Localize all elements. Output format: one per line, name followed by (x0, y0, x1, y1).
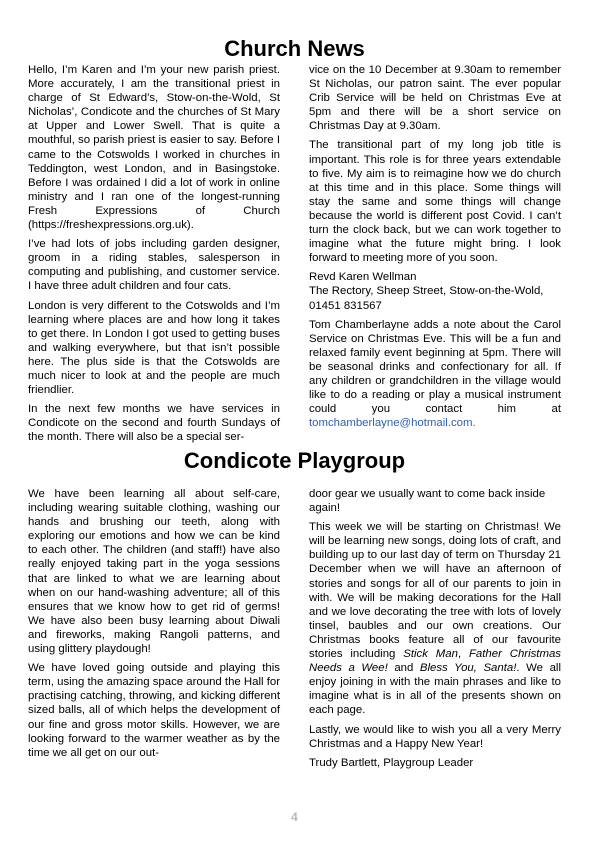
christmas-text: This week we will be starting on Christmas! We will be learning new songs, doing lots of craft, and building up to our last day of term on Thursday 21 December when we will have an afternoon of stories and songs for all of our parents to join in with. We will be making decorations for the Hall and we love decorating the tree with lots of lovely tinsel, baubles and our own creations. Our Christmas books feature all of our favourite stories including (309, 521, 561, 661)
church-news-paragraph: In the next few months we have services in Condicote on the second and fourth Sundays of the month. There will also be a special ser- (28, 403, 280, 444)
author-name: Revd Karen Wellman (309, 271, 417, 284)
playgroup-paragraph: Lastly, we would like to wish you all a very Merry Christmas and a Happy New Year! (309, 723, 561, 750)
playgroup-title: Condicote Playgroup (183, 448, 406, 473)
book-title: Stick Man (403, 648, 458, 661)
playgroup-columns (28, 487, 561, 775)
church-news-paragraph: I’ve had lots of jobs including garden designer, groom in a riding stables, salesperson in computing and publishing, and customer service. I have three adult children and four cats. (28, 238, 280, 293)
church-news-paragraph: Hello, I’m Karen and I’m your new parish priest. More accurately, I am the transitional priest in charge of St Edward’s, Stow-on-the-Wold, St Nicholas’, Condicote and the churches of St Mary at Upper and Lower Swell. That is quite a mouthful, so parish priest is easier to say. Before I came to the Cotswolds I worked in churches in Teddington, west London, and in Basingstoke. Before I was ordained I did a lot of work in online ministry and I ran one of the longest-running Fresh Expressions of Church (https://freshexpressions.org.uk). (28, 64, 280, 232)
book-title: Bless You, Santa! (419, 662, 517, 675)
playgroup-paragraph: We have loved going outside and playing this term, using the amazing space around the Hall for practising catching, throwing, and kicking different sized balls, all of which helps the development of our fine and gross motor skills. However, we are looking forward to the warmer weather as by the time we all get on our out- (28, 662, 280, 759)
church-news-paragraph: vice on the 10 December at 9.30am to remember St Nicholas, our patron saint. The ever popular Crib Service will be held on Christmas Eve at 5pm and there will be a short service on Christmas Day at 9.30am. (309, 64, 561, 133)
playgroup-left-column (28, 487, 280, 775)
church-news-left-column (28, 63, 280, 449)
email-link[interactable]: tomchamberlayne@hotmail.com. (309, 417, 476, 430)
church-news-paragraph: The transitional part of my long job title is important. This role is for three years extendable to five. My aim is to reimagine how we do church at this time and in this place. Some things will stay the same and some things will change because the world is different post Covid. I can’t turn the clock back, but we can work together to imagine what the future might bring. I look forward to meeting more of you soon. (309, 139, 561, 265)
church-news-paragraph: London is very different to the Cotswolds and I’m learning where places are and how long it takes to get there. In London I got used to getting buses and walking everywhere, but that isn’t possible here. The plus side is that the Cotswolds are much nicer to look at and the people are much friendlier. (28, 299, 280, 397)
playgroup-paragraph: door gear we usually want to come back inside again! (309, 488, 546, 515)
carol-service-note (309, 318, 561, 431)
newsletter-page (28, 0, 561, 842)
playgroup-paragraph: We have been learning all about self-care, including wearing suitable clothing, washing our hands and brushing our teeth, along with exploring our emotions and how we can be kind to each other. The children (and staff!) have also really enjoyed taking part in the yoga sessions that are linked to what we are learning about when on our hand-washing adventure; all of this ensures that we know how to get rid of germs! We have also been busy learning about Diwali and fireworks, making Rangoli patterns, and using glittery playdough! (28, 488, 280, 656)
playgroup-christmas-paragraph: This week we will be starting on Christmas! We will be learning new songs, doing lots of craft, and building up to our last day of term on Thursday 21 December when we will have an afternoon of stories and songs for all of our parents to join in with. We will be making decorations for the Hall and we love decorating the tree with lots of lovely tinsel, baubles and our own creations. Our Christmas books feature all of our favourite stories including Stick Man, Father Christmas Needs a Wee! and Bless You, Santa!. We all enjoy joining in with the main phrases and like to imagine what is in all of the presents shown on each page. (309, 521, 561, 717)
author-address: The Rectory, Sheep Street, Stow-on-the-Wold, 01451 831567 (309, 285, 544, 312)
carol-service-text: Tom Chamberlayne adds a note about the Carol Service on Christmas Eve. This will be a fun and relaxed family event beginning at 5pm. There will be seasonal drinks and confectionary for all. If any children or grandchildren in the village would like to do a reading or play a musical instrument could you contact him at (309, 318, 561, 416)
page-number: 4 (291, 810, 298, 824)
playgroup-right-column (309, 487, 561, 775)
church-news-columns (28, 63, 561, 449)
playgroup-signoff: Trudy Bartlett, Playgroup Leader (309, 756, 474, 769)
christmas-text-end: We all enjoy joining in with the main phrases and like to imagine what is in all of the presents shown on each page. (309, 662, 561, 717)
church-news-right-column (309, 63, 561, 449)
church-news-title: Church News (224, 36, 365, 61)
book-title: Father Christmas Needs a Wee! (309, 648, 561, 675)
